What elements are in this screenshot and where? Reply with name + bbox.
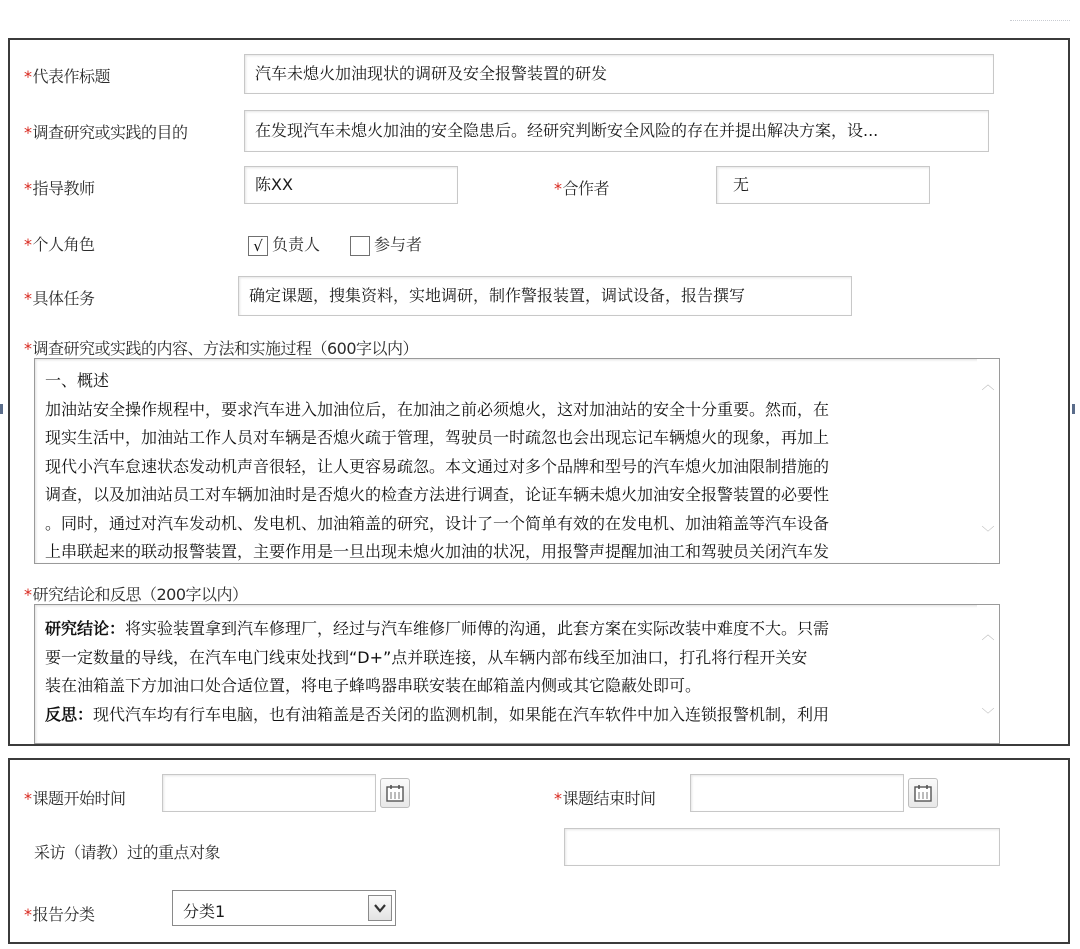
title-input[interactable]: 汽车未熄火加油现状的调研及安全报警装置的研发 [244, 54, 994, 94]
purpose-input[interactable]: 在发现汽车未熄火加油的安全隐患后。经研究判断安全风险的存在并提出解决方案，设... [244, 110, 989, 152]
role-participant-label: 参与者 [374, 235, 423, 254]
role-participant-checkbox[interactable] [350, 236, 370, 256]
required-mark: * [24, 339, 32, 358]
content-label: *调查研究或实践的内容、方法和实施过程（600字以内） [24, 339, 419, 358]
required-mark: * [24, 789, 32, 808]
interview-input[interactable] [564, 828, 1000, 866]
scroll-down-icon[interactable]: ﹀ [981, 526, 995, 541]
required-mark: * [24, 179, 32, 198]
content-scrollbar[interactable] [977, 359, 999, 563]
right-edge-marker [1072, 404, 1075, 414]
end-date-picker-button[interactable] [908, 778, 938, 808]
purpose-label: *调查研究或实践的目的 [24, 123, 188, 142]
teacher-input[interactable]: 陈XX [244, 166, 458, 204]
start-date-picker-button[interactable] [380, 778, 410, 808]
conclusion-scrollbar[interactable] [977, 605, 999, 743]
required-mark: * [554, 789, 562, 808]
scroll-up-icon[interactable]: ︿ [981, 378, 995, 393]
role-leader-label: 负责人 [272, 235, 321, 254]
task-input[interactable]: 确定课题，搜集资料，实地调研，制作警报装置，调试设备，报告撰写 [238, 276, 852, 316]
partner-input[interactable]: 无 [716, 166, 930, 204]
role-leader-checkbox[interactable]: √ [248, 236, 268, 256]
background-dotted-line [1010, 20, 1070, 21]
calendar-icon [914, 784, 932, 802]
required-mark: * [24, 289, 32, 308]
title-label: *代表作标题 [24, 67, 111, 86]
scroll-down-icon[interactable]: ﹀ [981, 708, 995, 723]
required-mark: * [554, 179, 562, 198]
content-textarea[interactable] [34, 358, 1000, 564]
required-mark: * [24, 905, 32, 924]
end-date-label: *课题结束时间 [554, 789, 656, 808]
scroll-up-icon[interactable]: ︿ [981, 628, 995, 643]
required-mark: * [24, 123, 32, 142]
required-mark: * [24, 235, 32, 254]
required-mark: * [24, 585, 32, 604]
category-select[interactable]: 分类1 [172, 890, 396, 926]
calendar-icon [386, 784, 404, 802]
content-text: 一、概述 加油站安全操作规程中，要求汽车进入加油位后，在加油之前必须熄火，这对加油站的安全十分重要。然而，在 现实生活中，加油站工作人员对车辆是否熄火疏于管理，驾驶员一时疏忽也会出现忘记车辆熄火的现象，再加上 现代小汽车怠速状态发动机声音很轻，让人更容易疏忽。本文通过对多个品牌和型号的汽车熄火加油限制措施的 调查，以及加油站员工对车辆加油时是否熄火的检查方法进行调查，论证车辆未熄火加油安全报警装置的必要性 。同时，通过对汽车发动机、发电机、加油箱盖的研究，设计了一个简单有效的在发电机、加油箱盖等汽车设备 上串联起来的联动报警装置，主要作用是一旦出现未熄火加油的状况，用报警声提醒加油工和驾驶员关闭汽车发 [45, 371, 830, 561]
required-mark: * [24, 67, 32, 86]
date-category-panel [8, 758, 1070, 944]
role-label: *个人角色 [24, 235, 95, 254]
task-label: *具体任务 [24, 289, 95, 308]
partner-label: *合作者 [554, 179, 610, 198]
start-date-label: *课题开始时间 [24, 789, 126, 808]
conclusion-text: 研究结论：将实验装置拿到汽车修理厂，经过与汽车维修厂师傅的沟通，此套方案在实际改装中难度不大。只需 要一定数量的导线，在汽车电门线束处找到“D+”点并联连接，从车辆内部布线至加油口，打孔将行程开关安 装在油箱盖下方加油口处合适位置，将电子蜂鸣器串联安装在邮箱盖内侧或其它隐蔽处即可。 反思：现代汽车均有行车电脑，也有油箱盖是否关闭的监测机制，如果能在汽车软件中加入连锁报警机制，利用 [45, 619, 830, 724]
chevron-down-icon [369, 896, 391, 920]
teacher-label: *指导教师 [24, 179, 95, 198]
start-date-input[interactable] [162, 774, 376, 812]
category-dropdown-button[interactable] [368, 895, 392, 921]
interview-label: 采访（请教）过的重点对象 [34, 843, 221, 862]
conclusion-label: *研究结论和反思（200字以内） [24, 585, 248, 604]
category-label: *报告分类 [24, 905, 95, 924]
conclusion-textarea[interactable] [34, 604, 1000, 744]
end-date-input[interactable] [690, 774, 904, 812]
left-edge-marker [0, 404, 3, 414]
main-form-panel [8, 38, 1070, 746]
